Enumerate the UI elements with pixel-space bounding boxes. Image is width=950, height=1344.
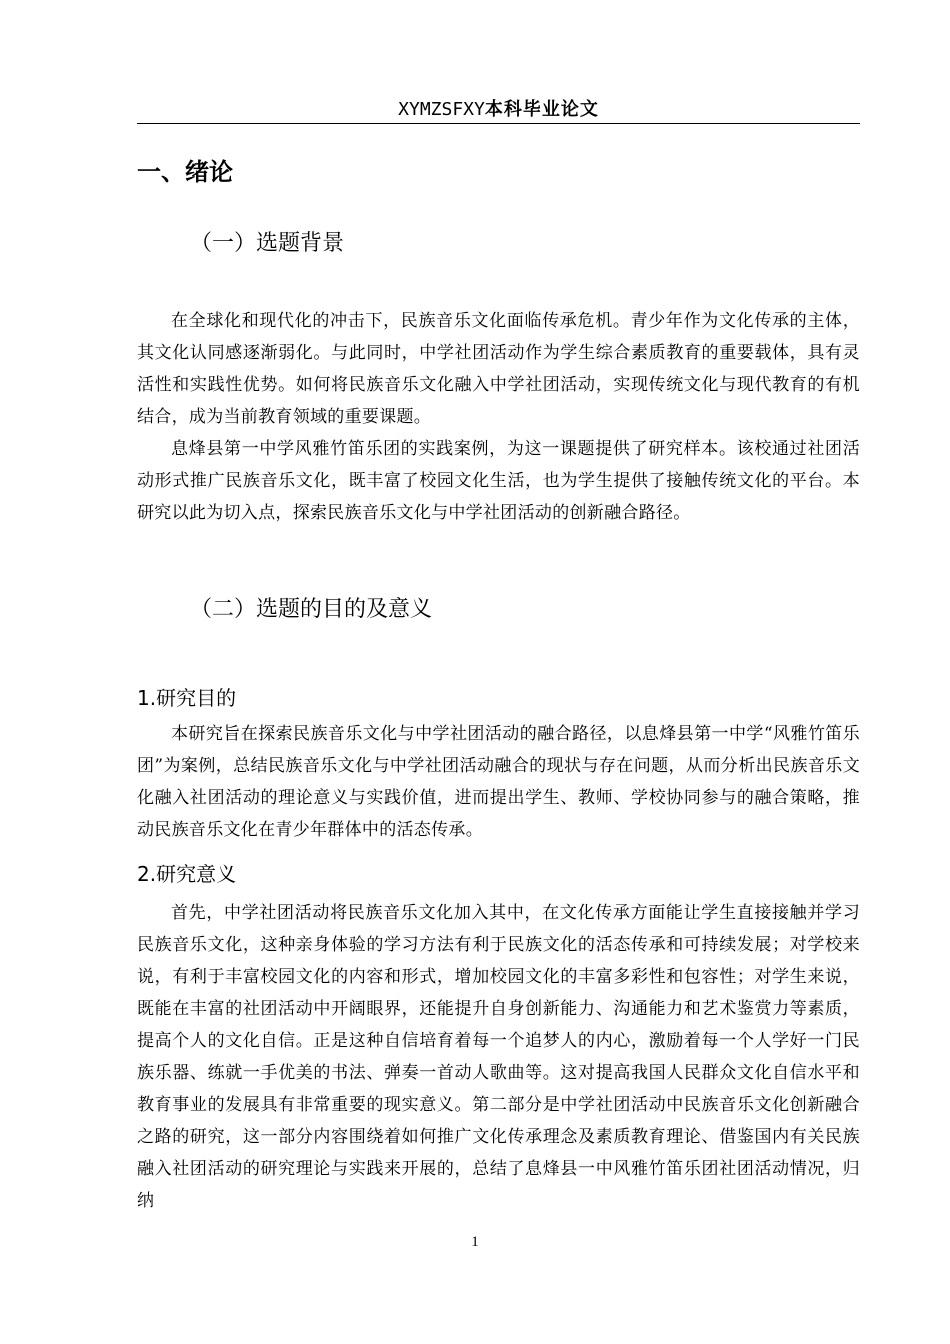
page-header xyxy=(137,93,860,124)
header-text xyxy=(398,95,599,121)
subsection-title-significance: 2.研究意义 xyxy=(137,862,237,886)
page-number: 1 xyxy=(471,1234,479,1250)
header-title: 本科毕业论文 xyxy=(484,99,599,120)
chapter-title: 一、绪论 xyxy=(137,158,233,186)
header-code: XYMZSFXY xyxy=(398,99,485,120)
subsection-title-purpose: 1.研究目的 xyxy=(137,686,237,710)
paragraph-background-2: 息烽县第一中学风雅竹笛乐团的实践案例，为这一课题提供了研究样本。该校通过社团活动形式推广民族音乐文化，既丰富了校园文化生活，也为学生提供了接触传统文化的平台。本研究以此为切入点，探索民族音乐文化与中学社团活动的创新融合路径。 xyxy=(137,439,860,523)
section-title-background: （一）选题背景 xyxy=(190,231,345,256)
paragraph-significance: 首先，中学社团活动将民族音乐文化加入其中，在文化传承方面能让学生直接接触并学习民族音乐文化，这种亲身体验的学习方法有利于民族文化的活态传承和可持续发展；对学校来说，有利于丰富校园文化的内容和形式，增加校园文化的丰富多彩性和包容性；对学生来说，既能在丰富的社团活动中开阔眼界，还能提升自身创新能力、沟通能力和艺术鉴赏力等素质，提高个人的文化自信。正是这种自信培育着每一个追梦人的内心，激励着每一个人学好一门民族乐器、练就一手优美的书法、弹奏一首动人歌曲等。这对提高我国人民群众文化自信水平和教育事业的发展具有非常重要的现实意义。第二部分是中学社团活动中民族音乐文化创新融合之路的研究，这一部分内容围绕着如何推广文化传承理念及素质教育理论、借鉴国内有关民族融入社团活动的研究理论与实践来开展的，总结了息烽县一中风雅竹笛乐团社团活动情况，归纳 xyxy=(137,903,860,1211)
paragraph-purpose: 本研究旨在探索民族音乐文化与中学社团活动的融合路径，以息烽县第一中学“风雅竹笛乐团”为案例，总结民族音乐文化与中学社团活动融合的现状与存在问题，从而分析出民族音乐文化融入社团活动的理论意义与实践价值，进而提出学生、教师、学校协同参与的融合策略，推动民族音乐文化在青少年群体中的活态传承。 xyxy=(137,724,860,840)
section-title-purpose: （二）选题的目的及意义 xyxy=(190,597,433,622)
paragraph-background-1: 在全球化和现代化的冲击下，民族音乐文化面临传承危机。青少年作为文化传承的主体，其文化认同感逐渐弱化。与此同时，中学社团活动作为学生综合素质教育的重要载体，具有灵活性和实践性优势。如何将民族音乐文化融入中学社团活动，实现传统文化与现代教育的有机结合，成为当前教育领域的重要课题。 xyxy=(137,311,860,427)
